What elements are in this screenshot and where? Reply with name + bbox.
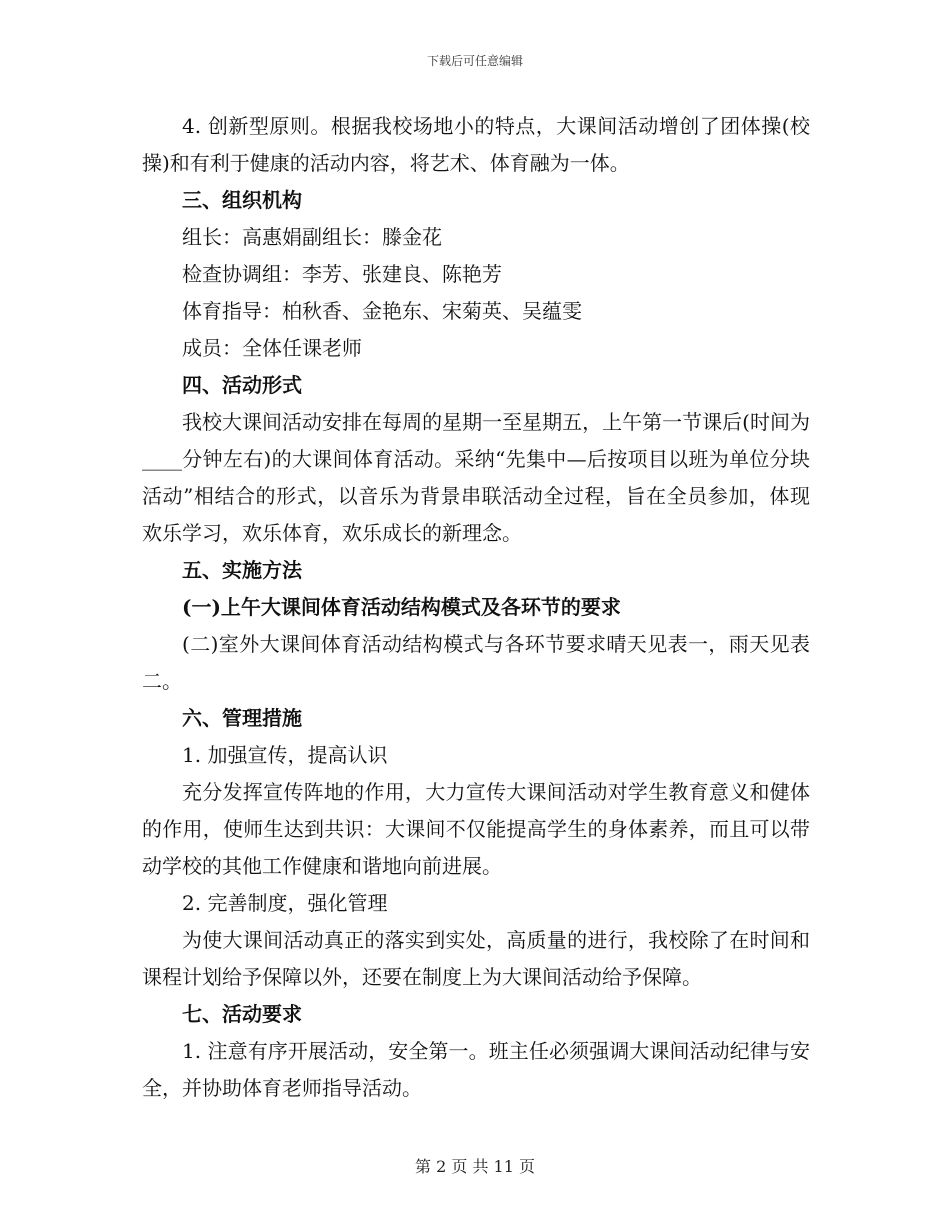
paragraph-safety: 1. 注意有序开展活动，安全第一。班主任必须强调大课间活动纪律与安全，并协助体育老师指导活动。	[142, 1039, 810, 1100]
paragraph-outdoor-structure: (二)室外大课间体育活动结构模式与各环节要求晴天见表一，雨天见表二。	[142, 632, 810, 693]
paragraph-innovation-principle: 4. 创新型原则。根据我校场地小的特点，大课间活动增创了团体操(校操)和有利于健康的活动内容，将艺术、体育融为一体。	[142, 114, 810, 175]
document-body	[142, 108, 810, 1107]
page-footer: 第 2 页 共 11 页	[415, 1157, 535, 1176]
org-check-group-line: 检查协调组：李芳、张建良、陈艳芳	[182, 262, 502, 286]
paragraph-activity-form: 我校大课间活动安排在每周的星期一至星期五，上午第一节课后(时间为____分钟左右)的大课间体育活动。采纳“先集中—后按项目以班为单位分块活动”相结合的形式，以音乐为背景串联活动全过程，旨在全员参加，体现欢乐学习，欢乐体育，欢乐成长的新理念。	[142, 410, 810, 545]
paragraph-publicity: 充分发挥宣传阵地的作用，大力宣传大课间活动对学生教育意义和健体的作用，使师生达到共识：大课间不仅能提高学生的身体素养，而且可以带动学校的其他工作健康和谐地向前进展。	[142, 780, 810, 878]
org-leader-line: 组长：高惠娟副组长：滕金花	[182, 225, 442, 249]
org-pe-guidance-line: 体育指导：柏秋香、金艳东、宋菊英、吴蕴雯	[182, 299, 582, 323]
subheading-morning-structure: (一)上午大课间体育活动结构模式及各环节的要求	[182, 595, 621, 619]
subheading-publicity: 1. 加强宣传，提高认识	[182, 743, 388, 767]
subheading-system: 2. 完善制度，强化管理	[182, 891, 388, 915]
section-heading-requirements: 七、活动要求	[182, 1002, 302, 1026]
org-members-line: 成员：全体任课老师	[182, 336, 362, 360]
paragraph-system: 为使大课间活动真正的落实到实处，高质量的进行，我校除了在时间和课程计划给予保障以外，还要在制度上为大课间活动给予保障。	[142, 928, 810, 989]
section-heading-activity-form: 四、活动形式	[182, 373, 302, 397]
section-heading-organization: 三、组织机构	[182, 188, 302, 212]
section-heading-management: 六、管理措施	[182, 706, 302, 730]
page-header: 下载后可任意编辑	[426, 54, 523, 68]
section-heading-implementation: 五、实施方法	[182, 558, 302, 582]
